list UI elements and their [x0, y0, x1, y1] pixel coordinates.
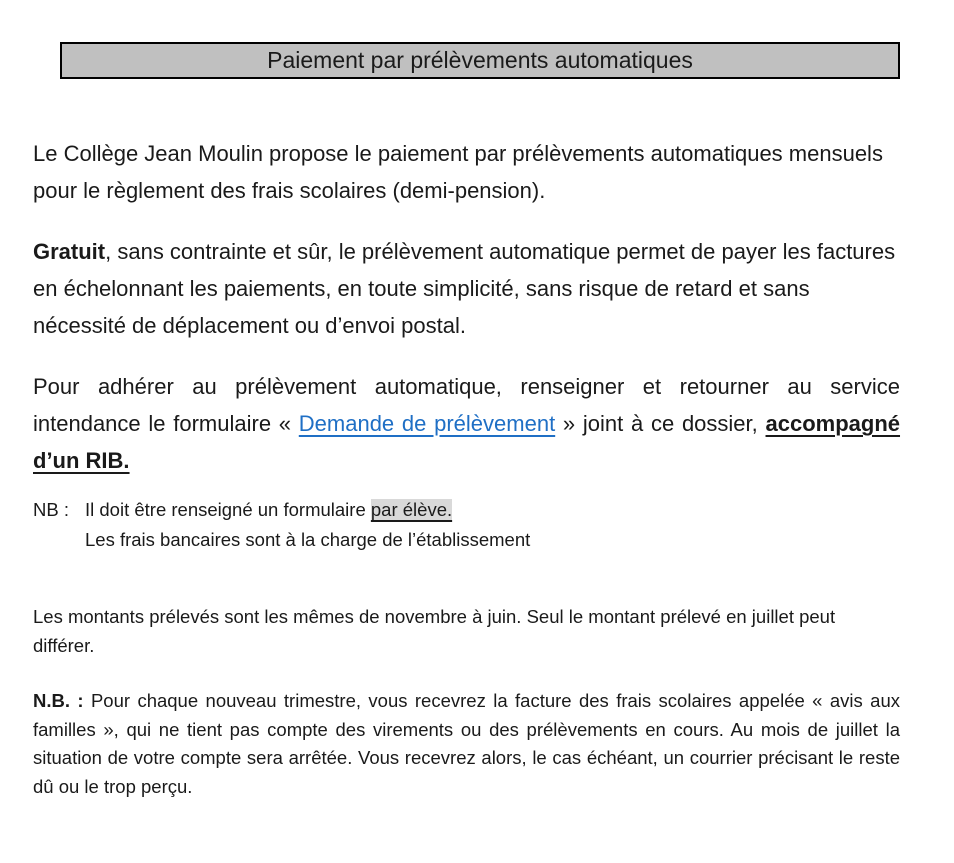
- document-page: [0, 42, 954, 863]
- nb-label: NB :: [33, 499, 69, 520]
- trimester-nb-paragraph: [33, 687, 900, 801]
- document-body: [0, 135, 954, 801]
- nb-line2-text: Les frais bancaires sont à la charge de l’établissement: [85, 529, 531, 550]
- intro-text: Le Collège Jean Moulin propose le paiement par prélèvements automatiques mensuels pour le règlement des frais scolaires (demi-pension).: [33, 141, 883, 203]
- enrollment-text-before-link: Pour adhérer au prélèvement automatique, renseigner et retourner au service intendance le formulaire «: [33, 374, 900, 436]
- document-title: Paiement par prélèvements automatiques: [267, 47, 693, 73]
- benefits-text: , sans contrainte et sûr, le prélèvement automatique permet de payer les factures en échelonnant les paiements, en toute simplicité, sans risque de retard et sans nécessité de déplacement ou d’envoi postal.: [33, 239, 896, 338]
- benefits-paragraph: [33, 233, 900, 344]
- amounts-text: Les montants prélevés sont les mêmes de novembre à juin. Seul le montant prélevé en juillet peut différer.: [33, 606, 836, 656]
- rib-bold-underlined-text: accompagné d’un RIB.: [33, 411, 901, 473]
- nb2-bold-lead: N.B. :: [33, 690, 84, 711]
- amounts-paragraph: [33, 603, 900, 660]
- nb-line1-text: Il doit être renseigné un formulaire: [85, 499, 371, 520]
- enrollment-paragraph: [33, 368, 900, 479]
- document-title-banner: [60, 42, 900, 79]
- demande-de-prelevement-link[interactable]: Demande de prélèvement: [298, 411, 556, 436]
- par-eleve-highlighted-text: par élève.: [370, 499, 453, 520]
- intro-paragraph: [33, 135, 900, 209]
- gratuit-bold-text: Gratuit: [33, 239, 106, 264]
- nb-line-1: [85, 495, 900, 525]
- nb-note: [33, 495, 900, 555]
- trimester-nb-text: Pour chaque nouveau trimestre, vous recevrez la facture des frais scolaires appelée « avis aux familles », qui ne tient pas compte des virements ou des prélèvements en cours. Au mois de juillet la situation de votre compte sera arrêtée. Vous recevrez alors, le cas échéant, un courrier précisant le reste dû ou le trop perçu.: [33, 690, 900, 797]
- enrollment-text-after-link: » joint à ce dossier,: [555, 411, 766, 436]
- nb-line-2: [85, 525, 900, 555]
